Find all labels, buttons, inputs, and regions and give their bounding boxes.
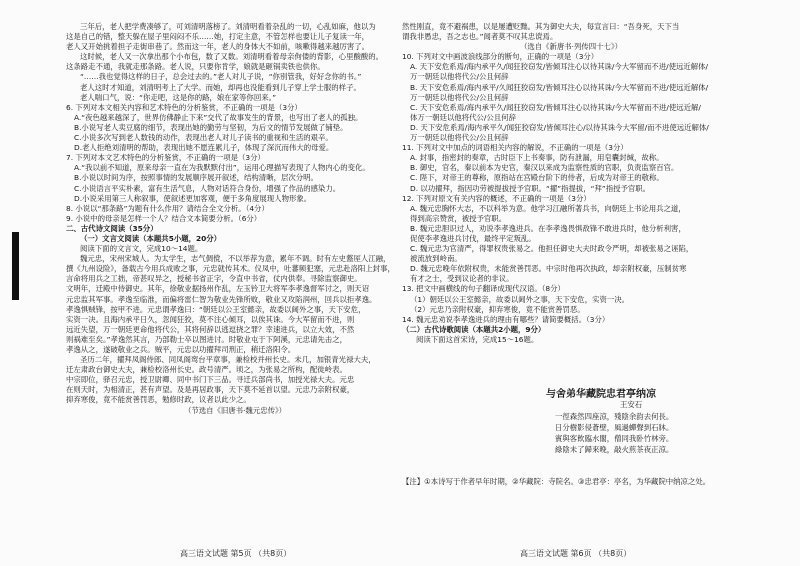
text-line: 这条路走不通，我就走那条路。老人说，只要你肯学，娘就是砸锅卖铁也供你。: [66, 62, 325, 72]
text-line: 谓我非愚忠，吾之志也。”闻者莫不叹其忠谠焉。: [402, 32, 558, 42]
poem-line: 賓與客飲臨水閣，僧同我卧竹林旁。: [555, 434, 674, 443]
text-line: 抑弃寒俊，竟不能赏善罚恶，勉修时政，议者以此少之。: [66, 395, 251, 405]
text-line: 这时候，老人又一次拿出那个小布包，数了又数。刘清明看着母亲佝偻的背影，心里酸酸的。: [80, 52, 384, 62]
text-line: 孝逸从之，遂破敬业之兵。贼平，元忠以功擢拜司刑正，稍迁洛阳令。: [66, 345, 296, 354]
text-line: 阅读下面的文言文，完成10～14题。: [80, 244, 203, 254]
text-line: 迁左肃政台御史大夫，兼检校洛州长史。政号清严。顷之，为张易之所构，配徙岭表。: [66, 365, 347, 375]
text-line: 得到高宗赞赏，被授予官职。: [410, 213, 507, 223]
text-line: 魏元忠，宋州宋城人。为太学生，志气倜傥，不以举荐为意，累年不调。时有左史盩厔人江融，: [80, 254, 391, 264]
text-line: 中宗即位，驿召元忠，授卫尉卿、同中书门下三品。寻迁兵部尚书，加授光禄大夫。元忠: [66, 375, 355, 385]
text-line: 6. 下列对本文相关内容和艺术特色的分析鉴赏，不正确的一项是（3分）: [66, 102, 302, 112]
text-line: 言命将用兵之工拙，帝甚叹异之，授秘书省正字，令直中书省，仗内供奉。寻除监察御史。: [66, 274, 362, 284]
text-line: 孝逸惧贼锋，按甲不进。元忠谓孝逸曰：“朝廷以公王室懿亲，故委以阃外之事，天下安危，: [66, 304, 366, 314]
text-line: 文明年，迁殿中侍御史。其年，徐敬业据扬州作乱，左玉钤卫大将军李孝逸督军讨之，则天诏: [66, 284, 370, 294]
text-line: A. 魏元忠胸怀大志，不以科举为意。他学习江融所著兵书，向朝廷上书论用兵之道，: [410, 203, 686, 213]
poem-body: [555, 411, 673, 455]
text-line: 13. 把文中画横线的句子翻译成现代汉语。（8分）: [402, 284, 565, 294]
text-line: 11. 下列对文中加点的词语相关内容的解说，不正确的一项是（3分）: [402, 143, 628, 153]
text-line: 元忠监其军事。孝逸至临淮，而偏将雷仁智为敬业先锋所败，敬业又攻陷润州，回兵以拒孝逸。: [66, 294, 377, 304]
poem-note: 【注】①本诗写于作者早年时期，②华藏院：寺院名。③忠君亭：亭名，为华藏院中纳凉之处。: [402, 477, 711, 486]
text-line: 撰《九州设险》，备载古今用兵成败之事，元忠就传其术。仪凤中，吐蕃频犯塞，元忠赴洛阳上封事，: [66, 264, 395, 274]
text-line: C. 陛下，对帝王的尊称，原指站在宫殿台阶下的侍者，后成为对帝王的敬称。: [410, 173, 664, 183]
text-line: 实资一决。且海内承平日久，忽闻狂狡，莫不注心倾耳，以俟其诛。今大军留而不进，则: [66, 314, 355, 324]
text-line: （二）古代诗歌阅读（本题共2小题，9分）: [402, 324, 546, 334]
text-line: 则祸难至矣。”孝逸然其言，乃部勒士卒以图进讨。时敬业屯于下阿溪，元忠请先击之，: [66, 334, 347, 344]
text-line: A. 封事，指密封的奏章，古时臣下上书奏事，防有泄漏，用皂囊封缄，故称。: [410, 153, 664, 163]
text-line: 9. 小说中的母亲是怎样一个人？结合文本简要分析。（6分）: [66, 213, 262, 223]
text-line: A.“我以前不知道，原来母亲一直在为我默默付出”，运用心理描写表现了人物内心的变化。: [74, 163, 370, 173]
page-5-text: [66, 22, 404, 416]
text-line: A. 天下安危系焉/海内承平久/闻狂狡窃发/皆倾耳注心以待其诛/今大军留而不进/使远近解体/: [410, 62, 709, 72]
text-line: B.小说写老人卖豆腐的细节，表现出她的勤劳与坚韧，为后文的情节发展做了铺垫。: [74, 122, 348, 132]
poem-title: 与舍弟华藏院忠君亭纳凉: [546, 389, 656, 400]
text-line: （2）元忠乃亲附权豪，抑弃寒俊，竟不能赏善罚恶。: [410, 304, 585, 314]
poem-line: 一徑森然四座涼，殘陰余韵去何長。: [555, 412, 674, 421]
text-line: D.小说采用第三人称叙事，使叙述更加客观，便于多角度展现人物形象。: [74, 193, 312, 203]
text-line: B. 魏元忠胆识过人，劝说李孝逸进兵。在李孝逸畏惧敌锋不敢进兵时，他分析利害，: [410, 223, 686, 233]
text-line: B.小说以时间为序，按照事情的发展顺序展开叙述，结构清晰，层次分明。: [74, 173, 318, 183]
text-line: （一）文言文阅读（本题共5小题，20分）: [80, 233, 222, 243]
text-line: 12. 下列对原文有关内容的概述，不正确的一项是（3分）: [402, 193, 591, 203]
poem-author: 王安石: [620, 400, 643, 409]
text-line: 10. 下列对文中画波浪线部分的断句，正确的一项是（3分）: [402, 52, 599, 62]
text-line: 被流放到岭南。: [410, 254, 462, 264]
text-line: （1）朝廷以公王室懿亲，故委以阃外之事，天下安危，实资一决。: [410, 294, 630, 304]
text-line: （选自《新唐书·列传四十七》）: [519, 42, 623, 52]
text-line: 8. 小说以“那条路”为题有什么作用？请结合全文分析。（4分）: [66, 203, 269, 213]
text-line: B. 天下安危系焉/海内承平/久闻狂狡窃发/皆倾耳注心以待其诛/今大军留而不进/使远近解体/: [410, 82, 709, 92]
poem-line: 綠陰未了歸來晚，敲火煎茶夜正涼。: [555, 445, 674, 454]
text-line: D. 以功擢拜，指因功劳被提拔授予官职。“擢”指提拔，“拜”指授予官职。: [410, 183, 651, 193]
text-line: 圣历二年，擢拜凤阁侍郎、同凤阁鸾台平章事，兼检校并州长史。未几，加银青光禄大夫，: [80, 355, 376, 365]
text-line: 万一朝廷以他将代公/公且何辞: [410, 92, 509, 102]
text-line: 万一朝廷以他将代公/公且何辞: [410, 133, 509, 143]
text-line: 二、古代诗文阅读（35分）: [66, 223, 158, 233]
text-line: 阅读下面这首宋诗，完成15～16题。: [416, 334, 539, 344]
text-line: D. 魏元忠晚年依附权贵，未能赏善罚恶。中宗时他再次执政，却亲附权豪，压制贫寒: [410, 264, 687, 274]
text-line: 促使李孝逸进兵讨伐，最终平定叛乱。: [410, 233, 536, 243]
text-line: 老人又开始挑着担子走街串巷了。然而这一年，老人的身体大不如前，咳嗽得越来越厉害了。: [66, 42, 370, 52]
text-line: 有才之士，受到议论者的非议。: [410, 274, 514, 284]
text-line: 体万一朝廷以他将代公/公且何辞: [410, 112, 516, 122]
text-line: 14. 魏元忠劝说李孝逸进兵的理由有哪些？请简要概括。（3分）: [402, 314, 610, 324]
page-6-text: [402, 22, 740, 345]
text-line: C.小说多次写到老人数钱的动作，表现出老人对儿子读书的重视和生活的艰辛。: [74, 133, 333, 143]
text-line: 在则天时，为相清正，甚有声望。及是再居政事，天下莫不延首以望。元忠乃亲附权豪，: [66, 385, 355, 395]
scanner-edge-mark: [12, 232, 19, 300]
text-line: “……我也觉得这样的日子，总会过去的。”老人对儿子说，“你别管我，好好念你的书。”: [80, 72, 362, 82]
text-line: 远近失望，万一朝廷更命他将代公，其将何辞以逃逗挠之罪？幸速进兵，以立大效，不然: [66, 324, 355, 334]
text-line: 三年后，老人把学费凑够了，可刘清明落榜了。刘清明看着杂乱的一切，心乱如麻，他以为: [80, 22, 376, 31]
text-line: 老人喘口气，说：“你走吧，这是你的路，娘在家等你回来。”: [80, 92, 277, 102]
page-footer-6: 高三语文试题 第6页 （共8页）: [520, 549, 632, 558]
text-line: A.“夜色越来越深了，世界仿佛静止下来”交代了故事发生的背景，也写出了老人的孤独。: [74, 112, 363, 122]
text-line: 然性刚直，竟不避祸患，以是屡遭贬黜。其为御史大夫，每宣言曰：“吾身死，天下当: [402, 22, 680, 31]
text-line: C. 天下安危系焉/海内承平久/闻狂狡窃发/皆倾耳注心以待其诛/今大军留而不进/使远近解/: [410, 102, 701, 112]
text-line: D. 天下安危系焉/海内承平久/闻狂狡窃发/皆倾耳注心/以待其诛今大军留/而不进使远近解体/: [410, 122, 709, 132]
text-line: 老人这时才知道，刘清明考上了大学。而她，却再也没能看到儿子穿上学士服的样子。: [80, 82, 361, 92]
poem-line: 日分樹影侵蒼壁，風過蟬聲到石牀。: [555, 423, 674, 432]
text-line: B. 御史，官名，秦以前本为史官，秦汉以来成为监察性质的官职，负责监察百官。: [410, 163, 679, 173]
text-line: 7. 下列对本文艺术特色的分析鉴赏，不正确的一项是（3分）: [66, 153, 265, 163]
text-line: D.老人拒绝刘清明的帮助，表现出她不愿连累儿子，体现了深沉而伟大的母爱。: [74, 143, 334, 153]
text-line: （节选自《旧唐书·魏元忠传》）: [183, 405, 287, 415]
page-footer-5: 高三语文试题 第5页 （共8页）: [180, 549, 292, 558]
text-line: 万一朝廷以他将代公/公且何辞: [410, 72, 509, 82]
text-line: C. 魏元忠为官清严，得罪权贵张易之。他担任御史大夫时政令严明，却被张易之诬陷，: [410, 244, 694, 254]
text-line: C.小说语言平实朴素，富有生活气息，人物对话符合身份，增强了作品的感染力。: [74, 183, 341, 193]
text-line: 这是自己的错，整天躲在屋子里闷闷不乐……她，打定主意，不管怎样也要让儿子复读一年，: [66, 32, 370, 42]
